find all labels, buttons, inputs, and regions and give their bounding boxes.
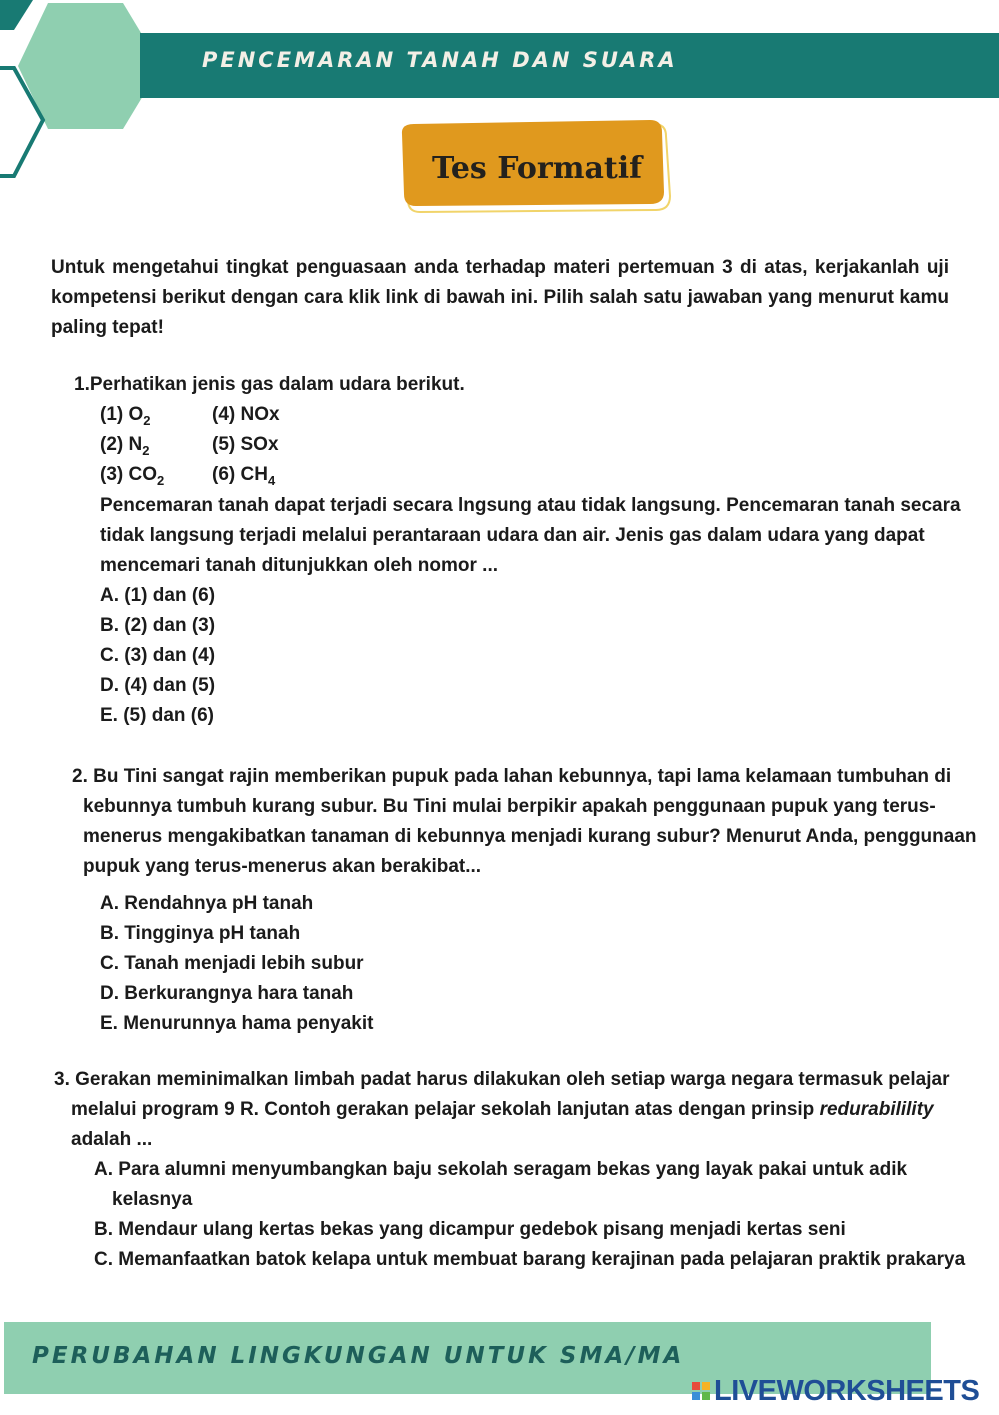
q1-body-line: Pencemaran tanah dapat terjadi secara lngsung atau tidak langsung. Pencemaran tanah secara bbox=[100, 495, 961, 516]
intro-paragraph: Untuk mengetahui tingkat penguasaan anda terhadap materi pertemuan 3 di atas, kerjakanlah uji kompetensi berikut dengan cara klik link di bawah ini. Pilih salah satu jawaban yang menurut kamu paling tepat! bbox=[51, 257, 949, 338]
q1-gas-6 bbox=[212, 460, 275, 491]
q1-gas-3 bbox=[100, 460, 164, 491]
q2-option-c[interactable]: C. Tanah menjadi lebih subur bbox=[100, 953, 364, 974]
header-title: PENCEMARAN TANAH DAN SUARA bbox=[202, 48, 678, 72]
q1-body-line: mencemari tanah ditunjukkan oleh nomor ... bbox=[100, 555, 499, 576]
q2-option-b[interactable]: B. Tingginya pH tanah bbox=[100, 923, 301, 944]
q1-body-line: tidak langsung terjadi melalui perantaraan udara dan air. Jenis gas dalam udara yang dapat bbox=[100, 525, 925, 546]
q1-option-e[interactable]: E. (5) dan (6) bbox=[100, 705, 215, 726]
tes-formatif-badge bbox=[398, 120, 672, 216]
q3-option-a[interactable]: A. Para alumni menyumbangkan baju sekolah seragam bekas yang layak pakai untuk adik bbox=[94, 1159, 908, 1180]
badge-label: Tes Formatif bbox=[431, 150, 643, 186]
q2-option-e[interactable]: E. Menurunnya hama penyakit bbox=[100, 1013, 374, 1034]
q1-prompt bbox=[74, 370, 465, 400]
q3-option-a-continued[interactable]: kelasnya bbox=[112, 1189, 193, 1210]
q3-italic-term: redurabilility bbox=[819, 1099, 934, 1120]
gas-label: (1) O bbox=[100, 404, 144, 425]
q3-line2-text: melalui program 9 R. Contoh gerakan pelajar sekolah lanjutan atas dengan prinsip bbox=[71, 1099, 820, 1120]
q1-gas-4 bbox=[212, 400, 280, 430]
q2-prompt-line: menerus mengakibatkan tanaman di kebunnya menjadi kurang subur? Menurut Anda, penggunaan bbox=[83, 826, 977, 847]
q3-option-b[interactable]: B. Mendaur ulang kertas bekas yang dicampur gedebok pisang menjadi kertas seni bbox=[94, 1219, 846, 1240]
q2-prompt-line: kebunnya tumbuh kurang subur. Bu Tini mulai berpikir apakah penggunaan pupuk yang terus- bbox=[83, 796, 936, 817]
footer-title: PERUBAHAN LINGKUNGAN UNTUK SMA/MA bbox=[32, 1343, 685, 1369]
q3-prompt-line: 3. Gerakan meminimalkan limbah padat harus dilakukan oleh setiap warga negara termasuk pelajar bbox=[54, 1069, 950, 1090]
gas-subscript: 2 bbox=[157, 473, 165, 488]
q2-option-d[interactable]: D. Berkurangnya hara tanah bbox=[100, 983, 354, 1004]
gas-label: (6) CH bbox=[212, 464, 268, 485]
q1-prompt-text: Perhatikan jenis gas dalam udara berikut. bbox=[89, 374, 465, 395]
liveworksheets-grid-icon bbox=[692, 1382, 710, 1400]
gas-subscript: 4 bbox=[267, 473, 276, 488]
gas-label: (4) NOx bbox=[212, 404, 280, 425]
q3-option-c[interactable]: C. Memanfaatkan batok kelapa untuk membuat barang kerajinan pada pelajaran praktik prakarya bbox=[94, 1249, 966, 1270]
q1-gas-2 bbox=[100, 430, 149, 461]
q3-prompt-line bbox=[71, 1095, 934, 1125]
q2-prompt-line: 2. Bu Tini sangat rajin memberikan pupuk pada lahan kebunnya, tapi lama kelamaan tumbuhan di bbox=[72, 766, 952, 787]
q1-option-a[interactable]: A. (1) dan (6) bbox=[100, 585, 216, 606]
q1-gas-5 bbox=[212, 430, 279, 460]
q2-option-a[interactable]: A. Rendahnya pH tanah bbox=[100, 893, 314, 914]
gas-subscript: 2 bbox=[142, 443, 150, 458]
liveworksheets-logo bbox=[692, 1373, 979, 1409]
q1-option-d[interactable]: D. (4) dan (5) bbox=[100, 675, 216, 696]
q1-option-c[interactable]: C. (3) dan (4) bbox=[100, 645, 216, 666]
gas-label: (5) SOx bbox=[212, 434, 279, 455]
gas-subscript: 2 bbox=[143, 413, 151, 428]
liveworksheets-text: LIVEWORKSHEETS bbox=[714, 1374, 980, 1407]
q3-prompt-line: adalah ... bbox=[71, 1129, 153, 1150]
q1-option-b[interactable]: B. (2) dan (3) bbox=[100, 615, 216, 636]
q2-prompt-line: pupuk yang terus-menerus akan berakibat... bbox=[83, 856, 482, 877]
q1-gas-1 bbox=[100, 400, 151, 431]
gas-label: (3) CO bbox=[100, 464, 157, 485]
gas-label: (2) N bbox=[100, 434, 143, 455]
q1-number: 1. bbox=[74, 374, 90, 395]
